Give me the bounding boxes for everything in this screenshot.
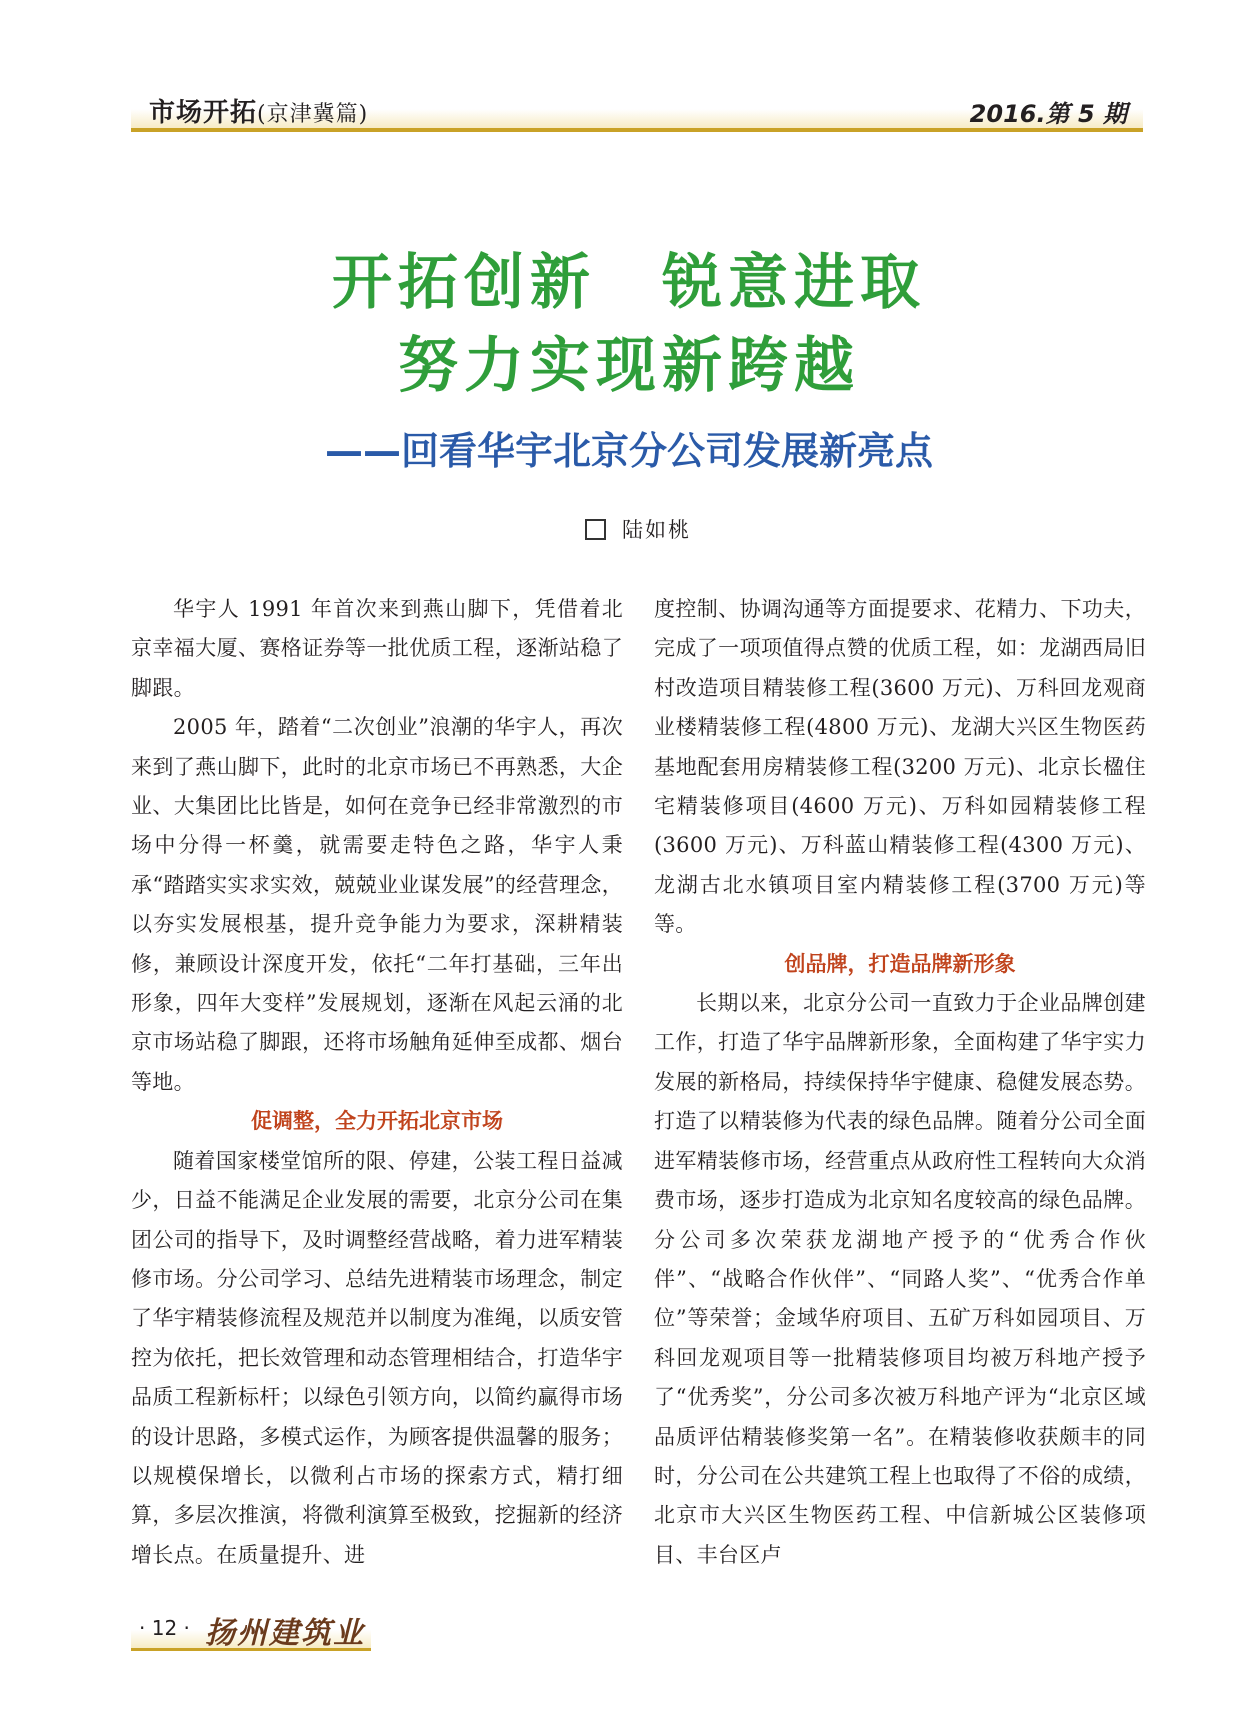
paragraph: 长期以来，北京分公司一直致力于企业品牌创建工作，打造了华宇品牌新形象，全面构建了华宇实力发展的新格局，持续保持华宇健康、稳健发展态势。打造了以精装修为代表的绿色品牌。随着分公司全面进军精装修市场，经营重点从政府性工程转向大众消费市场，逐步打造成为北京知名度较高的绿色品牌。分公司多次荣获龙湖地产授予的“优秀合作伙伴”、“战略合作伙伴”、“同路人奖”、“优秀合作单位”等荣誉；金域华府项目、五矿万科如园项目、万科回龙观项目等一批精装修项目均被万科地产授予了“优秀奖”，分公司多次被万科地产评为“北京区域品质评估精装修奖第一名”。在精装修收获颇丰的同时，分公司在公共建筑工程上也取得了不俗的成绩，北京市大兴区生物医药工程、中信新城公区装修项目、丰台区卢 — [654, 991, 1146, 1567]
paragraph: 2005 年，踏着“二次创业”浪潮的华宇人，再次来到了燕山脚下，此时的北京市场已不再熟悉，大企业、大集团比比皆是，如何在竞争已经非常激烈的市场中分得一杯羹，就需要走特色之路，华宇人秉承“踏踏实实求实效，兢兢业业谋发展”的经营理念，以夯实发展根基，提升竞争能力为要求，深耕精装修，兼顾设计深度开发，依托“二年打基础，三年出形象，四年大变样”发展规划，逐渐在风起云涌的北京市场站稳了脚跟，还将市场触角延伸至成都、烟台等地。 — [131, 715, 623, 1094]
paragraph: 随着国家楼堂馆所的限、停建，公装工程日益减少，日益不能满足企业发展的需要，北京分公司在集团公司的指导下，及时调整经营战略，着力进军精装修市场。分公司学习、总结先进精装市场理念，制定了华宇精装修流程及规范并以制度为准绳，以质安管控为依托，把长效管理和动态管理相结合，打造华宇品质工程新标杆；以绿色引领方向，以简约赢得市场的设计思路，多模式运作，为顾客提供温馨的服务；以规模保增长，以微利占市场的探索方式，精打细算，多层次推演，将微利演算至极致，挖掘新的经济增长点。在质量提升、进 — [131, 1148, 623, 1567]
article-title-line2: 努力实现新跨越 — [398, 331, 860, 401]
left-column — [131, 590, 623, 1575]
magazine-logo: 扬州建筑业 — [205, 1616, 365, 1651]
page-footer — [131, 1612, 371, 1651]
running-header — [131, 86, 1143, 132]
page-number: · 12 · — [139, 1616, 190, 1640]
issue-number: 2016.第 5 期 — [969, 100, 1127, 128]
right-column — [654, 590, 1146, 1575]
section-subname: (京津冀篇) — [257, 102, 369, 127]
article-title-line1: 开拓创新 锐意进取 — [332, 248, 926, 318]
section-heading: 促调整，全力开拓北京市场 — [251, 1109, 503, 1134]
byline — [585, 514, 691, 544]
section-heading: 创品牌，打造品牌新形象 — [784, 951, 1016, 976]
author-name: 陆如桃 — [622, 518, 691, 542]
paragraph: 华宇人 1991 年首次来到燕山脚下，凭借着北京幸福大厦、赛格证券等一批优质工程，逐渐站稳了脚跟。 — [131, 597, 623, 700]
article-subtitle: ——回看华宇北京分公司发展新亮点 — [324, 429, 933, 473]
square-icon — [585, 519, 606, 540]
section-name: 市场开拓 — [149, 98, 258, 128]
section-title — [149, 92, 368, 129]
paragraph: 度控制、协调沟通等方面提要求、花精力、下功夫，完成了一项项值得点赞的优质工程，如：龙湖西局旧村改造项目精装修工程(3600 万元)、万科回龙观商业楼精装修工程(4800 万元)、龙湖大兴区生物医药基地配套用房精装修工程(3200 万元)、北京长楹住宅精装修项目(4600 万元)、万科如园精装修工程 (3600 万元)、万科蓝山精装修工程(4300 万元)、龙湖古北水镇项目室内精装修工程(3700 万元)等等。 — [654, 597, 1146, 937]
